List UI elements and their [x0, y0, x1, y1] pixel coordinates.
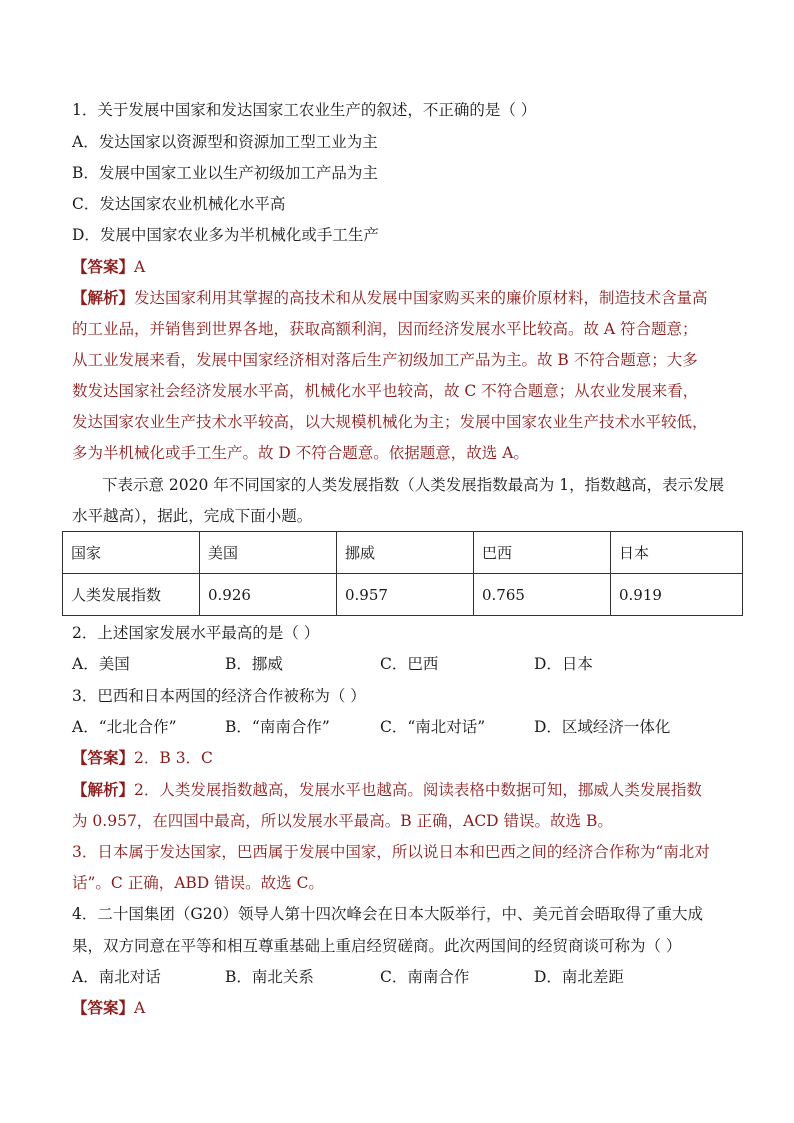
q23-analysis-line-3: 3．日本属于发达国家，巴西属于发展中国家，所以说日本和巴西之间的经济合作称为“南北对 — [72, 843, 710, 861]
q23-analysis-line-1: 【解析】2．人类发展指数越高，发展水平也越高。阅读表格中数据可知，挪威人类发展指数 — [72, 780, 702, 799]
q4-option-b: B．南北关系 — [225, 968, 314, 986]
q1-analysis-line-1: 【解析】发达国家利用其掌握的高技术和从发展中国家购买来的廉价原材料，制造技术含量高 — [72, 288, 708, 307]
intro-line-1: 下表示意 2020 年不同国家的人类发展指数（人类发展指数最高为 1，指数越高，表示发展 — [102, 476, 725, 494]
q1-option-b: B．发展中国家工业以生产初级加工产品为主 — [72, 164, 378, 182]
answer-value: 2．B 3．C — [134, 749, 213, 767]
table-cell: 巴西 — [474, 532, 611, 574]
table-cell: 人类发展指数 — [63, 574, 200, 616]
answer-tag: 【答案】 — [72, 998, 135, 1017]
q4-option-d: D．南北差距 — [534, 968, 624, 986]
table-header-row — [63, 532, 743, 574]
table-row — [63, 574, 743, 616]
q2-stem: 2．上述国家发展水平最高的是（ ） — [72, 624, 320, 642]
answer-tag: 【答案】 — [72, 748, 135, 767]
q3-option-b: B．“南南合作” — [225, 718, 330, 736]
table-cell: 0.957 — [337, 574, 474, 616]
q1-analysis-line-2: 的工业品，并销售到世界各地，获取高额利润，因而经济发展水平比较高。故 A 符合题意； — [72, 320, 698, 338]
answer-value: A — [134, 999, 146, 1017]
answer-tag: 【答案】 — [72, 257, 135, 276]
q4-option-a: A．南北对话 — [72, 968, 161, 986]
q1-analysis-line-6: 多为半机械化或手工生产。故 D 不符合题意。依据题意，故选 A。 — [72, 444, 529, 462]
q1-answer — [72, 257, 732, 277]
table-cell: 0.765 — [474, 574, 611, 616]
table-cell: 挪威 — [337, 532, 474, 574]
q4-answer — [72, 998, 732, 1018]
q23-analysis-line-4: 话”。C 正确，ABD 错误。故选 C。 — [72, 874, 324, 892]
q4-option-c: C．南南合作 — [380, 968, 470, 986]
q23-analysis-line-2: 为 0.957，在四国中最高，所以发展水平最高。B 正确，ACD 错误。故选 B。 — [72, 812, 613, 830]
q1-analysis-line-4: 数发达国家社会经济发展水平高，机械化水平也较高，故 C 不符合题意；从农业发展来看， — [72, 382, 699, 400]
table-cell: 日本 — [611, 532, 743, 574]
q3-option-a: A．“北北合作” — [72, 718, 177, 736]
q4-stem-line-2: 果，双方同意在平等和相互尊重基础上重启经贸磋商。此次两国间的经贸商谈可称为（ ） — [72, 937, 682, 955]
q1-stem: 1．关于发展中国家和发达国家工农业生产的叙述，不正确的是（ ） — [72, 101, 537, 119]
intro-line-2: 水平越高），据此，完成下面小题。 — [72, 507, 313, 525]
q1-option-c: C．发达国家农业机械化水平高 — [72, 195, 286, 213]
table-cell: 0.926 — [200, 574, 337, 616]
q3-option-d: D．区域经济一体化 — [534, 718, 671, 736]
answer-value: A — [134, 258, 146, 276]
q1-option-a: A．发达国家以资源型和资源加工型工业为主 — [72, 133, 378, 151]
table-cell: 0.919 — [611, 574, 743, 616]
q3-stem: 3．巴西和日本两国的经济合作被称为（ ） — [72, 687, 366, 705]
q4-stem-line-1: 4．二十国集团（G20）领导人第十四次峰会在日本大阪举行，中、美元首会晤取得了重大成 — [72, 905, 703, 923]
q23-answer — [72, 748, 732, 768]
hdi-table — [62, 531, 743, 616]
q2-option-c: C．巴西 — [380, 655, 439, 673]
q2-option-b: B．挪威 — [225, 655, 283, 673]
q3-option-c: C．“南北对话” — [380, 718, 486, 736]
q2-option-d: D．日本 — [534, 655, 593, 673]
analysis-tag: 【解析】 — [72, 780, 135, 799]
q1-analysis-line-3: 从工业发展来看，发展中国家经济相对落后生产初级加工产品为主。故 B 不符合题意；大多 — [72, 351, 698, 369]
q1-option-d: D．发展中国家农业多为半机械化或手工生产 — [72, 226, 379, 244]
q1-analysis-line-5: 发达国家农业生产技术水平较高，以大规模机械化为主；发展中国家农业生产技术水平较低， — [72, 413, 708, 431]
table-cell: 国家 — [63, 532, 200, 574]
q2-option-a: A．美国 — [72, 655, 130, 673]
table-cell: 美国 — [200, 532, 337, 574]
analysis-tag: 【解析】 — [72, 288, 135, 307]
